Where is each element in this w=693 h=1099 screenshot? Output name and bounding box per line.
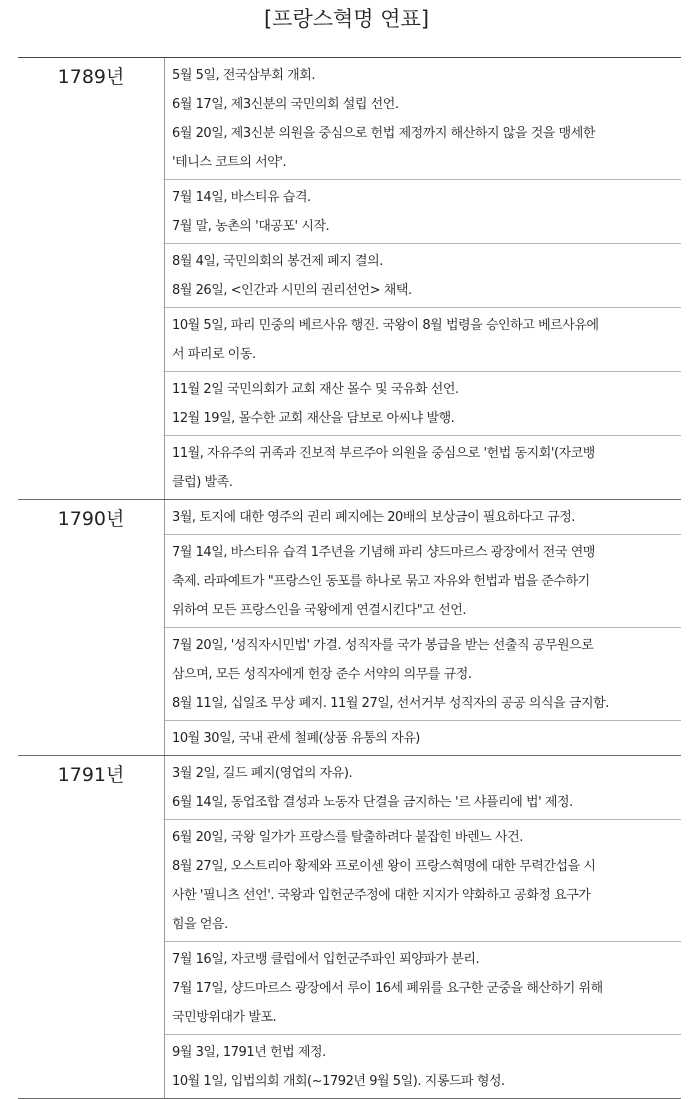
event-line: 6월 20일, 제3신분 의원을 중심으로 헌법 제정까지 해산하지 않을 것을 맹세한 [172, 126, 595, 141]
event-line: 7월 20일, '성직자시민법' 가결. 성직자를 국가 봉급을 받는 선출직 공무원으로 [172, 638, 594, 653]
year-label: 1789년 [57, 66, 125, 88]
event-line: 7월 17일, 샹드마르스 광장에서 루이 16세 폐위를 요구한 군중을 해산하기 위해 [172, 981, 603, 996]
event-line: 6월 20일, 국왕 일가가 프랑스를 탈출하려다 붙잡힌 바렌느 사건. [172, 830, 523, 845]
event-group [165, 535, 681, 628]
event-line: '테니스 코트의 서약'. [172, 155, 287, 170]
event-line: 7월 14일, 바스티유 습격. [172, 190, 311, 205]
event-group [165, 628, 681, 721]
event-line: 서 파리로 이동. [172, 347, 256, 362]
event-line: 10월 5일, 파리 민중의 베르사유 행진. 국왕이 8월 법령을 승인하고 베르사유에 [172, 318, 599, 333]
event-line: 9월 3일, 1791년 헌법 제정. [172, 1045, 326, 1060]
year-label: 1791년 [57, 764, 125, 786]
event-line: 8월 4일, 국민의회의 봉건제 폐지 결의. [172, 254, 383, 269]
event-line: 사한 '필니츠 선언'. 국왕과 입헌군주정에 대한 지지가 약화하고 공화정 요구가 [172, 888, 591, 903]
event-line: 11월, 자유주의 귀족과 진보적 부르주아 의원을 중심으로 '헌법 동지회'(자코뱅 [172, 446, 595, 461]
event-line: 축제. 라파예트가 "프랑스인 동포를 하나로 묶고 자유와 헌법과 법을 준수하기 [172, 574, 590, 589]
year-cell [18, 58, 165, 499]
event-group [165, 308, 681, 372]
event-line: 7월 14일, 바스티유 습격 1주년을 기념해 파리 샹드마르스 광장에서 전국 연맹 [172, 545, 595, 560]
event-group [165, 58, 681, 180]
event-line: 6월 17일, 제3신분의 국민의회 설립 선언. [172, 97, 399, 112]
event-group [165, 180, 681, 244]
event-line: 3월, 토지에 대한 영주의 권리 폐지에는 20배의 보상금이 필요하다고 규정. [172, 510, 575, 525]
year-block [18, 500, 681, 756]
page-title: [프랑스혁명 연표] [263, 7, 430, 31]
chronology-table [18, 57, 681, 1099]
event-group [165, 500, 681, 535]
year-label: 1790년 [57, 508, 125, 530]
event-group [165, 1035, 681, 1098]
event-line: 위하여 모든 프랑스인을 국왕에게 연결시킨다"고 선언. [172, 603, 466, 618]
event-line: 3월 2일, 길드 폐지(영업의 자유). [172, 766, 353, 781]
event-group [165, 244, 681, 308]
event-group [165, 820, 681, 942]
event-line: 10월 1일, 입법의회 개회(~1792년 9월 5일). 지롱드파 형성. [172, 1074, 505, 1089]
event-line: 국민방위대가 발포. [172, 1010, 277, 1025]
event-line: 삼으며, 모든 성직자에게 헌장 준수 서약의 의무를 규정. [172, 667, 472, 682]
year-cell [18, 756, 165, 1098]
event-line: 클럽) 발족. [172, 475, 233, 490]
events-column [165, 500, 681, 755]
event-line: 8월 27일, 오스트리아 황제와 프로이센 왕이 프랑스혁명에 대한 무력간섭을 시 [172, 859, 596, 874]
event-group [165, 372, 681, 436]
events-column [165, 756, 681, 1098]
event-group [165, 756, 681, 820]
events-column [165, 58, 681, 499]
event-line: 6월 14일, 동업조합 결성과 노동자 단결을 금지하는 '르 샤플리에 법' 제정. [172, 795, 573, 810]
event-line: 11월 2일 국민의회가 교회 재산 몰수 및 국유화 선언. [172, 382, 459, 397]
event-line: 7월 16일, 자코뱅 클럽에서 입헌군주파인 푀양파가 분리. [172, 952, 480, 967]
event-line: 8월 26일, <인간과 시민의 권리선언> 채택. [172, 283, 412, 298]
event-group [165, 436, 681, 499]
year-block [18, 58, 681, 500]
event-line: 7월 말, 농촌의 '대공포' 시작. [172, 219, 330, 234]
event-line: 8월 11일, 십일조 무상 폐지. 11월 27일, 선서거부 성직자의 공공 의식을 금지함. [172, 696, 609, 711]
event-group [165, 721, 681, 755]
year-block [18, 756, 681, 1099]
event-group [165, 942, 681, 1035]
event-line: 힘을 얻음. [172, 917, 228, 932]
year-cell [18, 500, 165, 755]
event-line: 5월 5일, 전국삼부회 개회. [172, 68, 316, 83]
event-line: 10월 30일, 국내 관세 철폐(상품 유통의 자유) [172, 731, 420, 746]
event-line: 12월 19일, 몰수한 교회 재산을 담보로 아씨냐 발행. [172, 411, 455, 426]
